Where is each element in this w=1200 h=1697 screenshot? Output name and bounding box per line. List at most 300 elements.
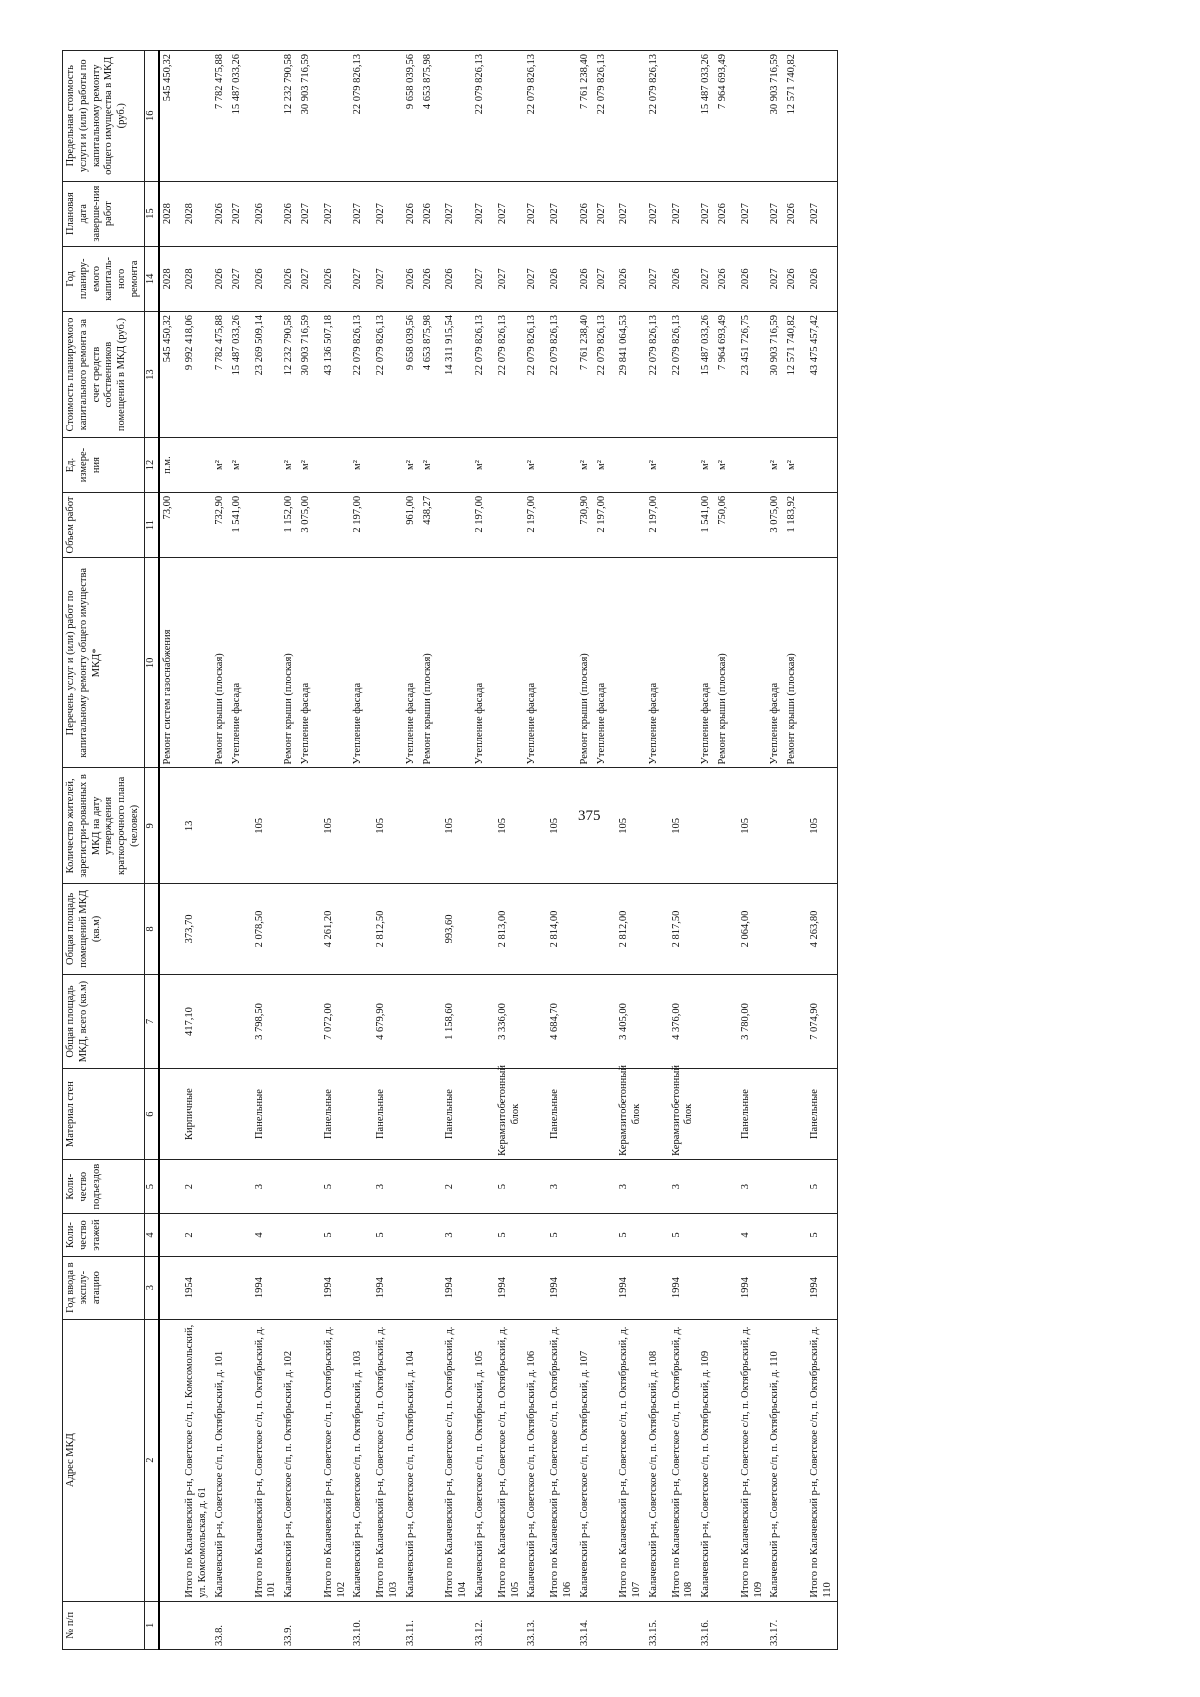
header-cell: № п/п [63,1601,145,1649]
cell-unit [663,438,699,493]
table-row [524,51,541,1650]
cell-floors: 5 [801,1214,837,1256]
cell-work-type: Утепление фасада [698,558,715,768]
cell-row-number [784,1601,801,1649]
cell-completion-date: 2027 [646,181,663,246]
cell-completion-date: 2027 [229,181,246,246]
cell-completion-date: 2027 [350,181,367,246]
cell-work-volume: 2 197,00 [524,492,541,557]
cell-entrances: 3 [663,1159,699,1214]
cell-floors: 5 [663,1214,699,1256]
cell-repair-year: 2028 [176,246,212,311]
cell-floors: 5 [315,1214,351,1256]
cell-repair-year: 2026 [732,246,768,311]
cell-work-type [663,558,699,768]
cell-premises-area [524,884,541,974]
cell-repair-year: 2027 [767,246,784,311]
cell-premises-area [298,884,315,974]
cell-wall-material [159,1069,177,1159]
cell-total-area [767,974,784,1069]
cell-residents [159,768,177,884]
table-row [489,51,525,1650]
cell-row-number: 33.8. [212,1601,229,1649]
cell-unit [801,438,837,493]
cell-work-volume: 2 197,00 [472,492,489,557]
cell-premises-area [281,884,298,974]
cell-unit: м² [594,438,611,493]
cell-entrances: 5 [801,1159,837,1214]
cell-cost: 22 079 826,13 [367,311,403,437]
table-row [715,51,732,1650]
cell-total-area [715,974,732,1069]
cell-floors [281,1214,298,1256]
cell-total-area: 4 376,00 [663,974,699,1069]
cell-residents: 105 [801,768,837,884]
cell-completion-date: 2027 [298,181,315,246]
cell-total-area [646,974,663,1069]
cell-work-type: Утепление фасада [350,558,367,768]
cell-total-area [784,974,801,1069]
cell-cost: 22 079 826,13 [472,311,489,437]
cell-row-number [229,1601,246,1649]
table-row [298,51,315,1650]
cell-row-number [594,1601,611,1649]
cell-premises-area [577,884,594,974]
cell-unit: м² [281,438,298,493]
cell-work-volume: 732,90 [212,492,229,557]
cell-max-cost: 30 903 716,59 [298,51,315,182]
cell-total-area [594,974,611,1069]
cell-year-built: 1994 [663,1256,699,1319]
cell-entrances: 2 [176,1159,212,1214]
cell-completion-date: 2027 [594,181,611,246]
cell-row-number [176,1601,212,1649]
cell-year-built: 1994 [732,1256,768,1319]
cell-wall-material: Панельные [246,1069,282,1159]
cell-max-cost [801,51,837,182]
capital-repair-table [62,50,838,1650]
cell-cost: 15 487 033,26 [698,311,715,437]
cell-work-volume [610,492,646,557]
cell-row-number [420,1601,437,1649]
cell-floors [472,1214,489,1256]
cell-year-built [577,1256,594,1319]
cell-completion-date: 2026 [577,181,594,246]
cell-residents: 13 [176,768,212,884]
cell-cost: 7 964 693,49 [715,311,732,437]
cell-wall-material [420,1069,437,1159]
cell-premises-area [212,884,229,974]
cell-total-area [472,974,489,1069]
cell-cost: 7 782 475,88 [212,311,229,437]
table-row [594,51,611,1650]
cell-cost: 12 571 740,82 [784,311,801,437]
cell-max-cost [489,51,525,182]
cell-row-number [246,1601,282,1649]
cell-address: Итого по Калачевский р-н, Советское с/п, п. Октябрьский, д. 102 [315,1319,351,1601]
cell-floors: 2 [176,1214,212,1256]
cell-work-volume: 73,00 [159,492,177,557]
cell-work-type: Утепление фасада [594,558,611,768]
cell-work-type [541,558,577,768]
header-cell: Год ввода в эксплу-атацию [63,1256,145,1319]
cell-unit: м² [784,438,801,493]
cell-unit [176,438,212,493]
table-row [159,51,177,1650]
cell-work-type: Ремонт крыши (плоская) [420,558,437,768]
table-row [212,51,229,1650]
cell-repair-year: 2027 [367,246,403,311]
cell-wall-material [594,1069,611,1159]
column-number: 7 [144,974,158,1069]
cell-premises-area [784,884,801,974]
cell-wall-material [577,1069,594,1159]
cell-wall-material [472,1069,489,1159]
cell-address: Калачевский р-н, Советское с/п, п. Октябрьский, д. 103 [350,1319,367,1601]
cell-work-volume: 961,00 [403,492,420,557]
cell-work-volume [663,492,699,557]
cell-floors [646,1214,663,1256]
cell-floors [403,1214,420,1256]
column-number-row [144,51,158,1650]
cell-work-volume [436,492,472,557]
cell-year-built [229,1256,246,1319]
cell-total-area [403,974,420,1069]
cell-max-cost [436,51,472,182]
cell-year-built: 1994 [436,1256,472,1319]
cell-year-built [298,1256,315,1319]
column-number: 4 [144,1214,158,1256]
cell-repair-year: 2026 [784,246,801,311]
cell-work-volume [176,492,212,557]
cell-address: Калачевский р-н, Советское с/п, п. Октябрьский, д. 106 [524,1319,541,1601]
cell-unit [732,438,768,493]
cell-address: Итого по Калачевский р-н, Советское с/п, п. Комсомольский, ул. Комсомольская, д. 61 [176,1319,212,1601]
cell-max-cost [732,51,768,182]
cell-residents [403,768,420,884]
header-cell: Предельная стоимость услуги и (или) работы по капитальному ремонту общего имущества в МКД (руб.) [63,51,145,182]
cell-wall-material: Керамзитобетонный блок [610,1069,646,1159]
cell-completion-date: 2027 [524,181,541,246]
cell-work-volume [246,492,282,557]
cell-unit: м² [350,438,367,493]
cell-row-number: 33.13. [524,1601,541,1649]
table-row [541,51,577,1650]
table-row [577,51,594,1650]
cell-work-volume: 3 075,00 [767,492,784,557]
column-number: 1 [144,1601,158,1649]
column-number: 6 [144,1069,158,1159]
cell-premises-area [715,884,732,974]
header-cell: Общая площадь помещений МКД (кв.м) [63,884,145,974]
cell-work-volume [315,492,351,557]
cell-floors [420,1214,437,1256]
cell-wall-material [229,1069,246,1159]
cell-total-area [524,974,541,1069]
cell-work-volume: 1 152,00 [281,492,298,557]
cell-row-number [315,1601,351,1649]
cell-cost: 22 079 826,13 [594,311,611,437]
cell-completion-date: 2028 [176,181,212,246]
cell-work-volume [732,492,768,557]
cell-work-volume: 2 197,00 [350,492,367,557]
cell-wall-material [784,1069,801,1159]
cell-address [594,1319,611,1601]
cell-premises-area [420,884,437,974]
cell-address: Калачевский р-н, Советское с/п, п. Октябрьский, д. 108 [646,1319,663,1601]
cell-entrances [403,1159,420,1214]
cell-floors [298,1214,315,1256]
cell-row-number: 33.14. [577,1601,594,1649]
cell-year-built: 1994 [367,1256,403,1319]
cell-repair-year: 2026 [246,246,282,311]
cell-max-cost: 4 653 875,98 [420,51,437,182]
cell-year-built: 1994 [315,1256,351,1319]
cell-unit: м² [420,438,437,493]
cell-premises-area: 4 261,20 [315,884,351,974]
cell-completion-date: 2027 [436,181,472,246]
table-row [281,51,298,1650]
cell-repair-year: 2027 [472,246,489,311]
table-row [646,51,663,1650]
header-cell: Коли-чество этажей [63,1214,145,1256]
table-row [610,51,646,1650]
cell-max-cost: 7 782 475,88 [212,51,229,182]
cell-premises-area [767,884,784,974]
cell-completion-date: 2027 [801,181,837,246]
cell-unit: м² [229,438,246,493]
header-cell: Год планиру-емого капиталь-ного ремонта [63,246,145,311]
cell-year-built: 1994 [801,1256,837,1319]
cell-address: Итого по Калачевский р-н, Советское с/п, п. Октябрьский, д. 105 [489,1319,525,1601]
cell-unit: м² [715,438,732,493]
cell-repair-year: 2028 [159,246,177,311]
header-cell: Коли-чество подъездов [63,1159,145,1214]
cell-year-built [281,1256,298,1319]
cell-max-cost: 7 761 238,40 [577,51,594,182]
cell-repair-year: 2027 [524,246,541,311]
cell-residents [420,768,437,884]
cell-floors [212,1214,229,1256]
cell-residents [350,768,367,884]
cell-cost: 545 450,32 [159,311,177,437]
cell-total-area: 417,10 [176,974,212,1069]
cell-total-area: 4 679,90 [367,974,403,1069]
cell-address: Калачевский р-н, Советское с/п, п. Октябрьский, д. 110 [767,1319,784,1601]
cell-completion-date: 2028 [159,181,177,246]
cell-max-cost: 15 487 033,26 [698,51,715,182]
cell-work-type: Ремонт систем газоснабжения [159,558,177,768]
cell-repair-year: 2026 [577,246,594,311]
cell-unit: м² [403,438,420,493]
cell-work-volume: 1 541,00 [229,492,246,557]
cell-unit: м² [577,438,594,493]
cell-work-type [246,558,282,768]
cell-floors: 4 [246,1214,282,1256]
cell-year-built [715,1256,732,1319]
cell-work-type: Утепление фасада [646,558,663,768]
cell-repair-year: 2027 [229,246,246,311]
cell-completion-date: 2027 [367,181,403,246]
cell-entrances [229,1159,246,1214]
cell-wall-material [698,1069,715,1159]
table-row [315,51,351,1650]
cell-cost: 30 903 716,59 [298,311,315,437]
cell-premises-area [350,884,367,974]
cell-work-type [367,558,403,768]
cell-year-built: 1994 [489,1256,525,1319]
cell-repair-year: 2026 [541,246,577,311]
cell-repair-year: 2026 [212,246,229,311]
cell-address [159,1319,177,1601]
page-number: 375 [578,808,601,824]
cell-entrances [715,1159,732,1214]
cell-work-volume: 1 541,00 [698,492,715,557]
table-row [801,51,837,1650]
cell-completion-date: 2026 [420,181,437,246]
cell-residents [577,768,594,884]
header-cell: Стоимость планируемого капитального ремонта за счет средств собственников помещений в МКД (руб.) [63,311,145,437]
cell-repair-year: 2027 [698,246,715,311]
cell-residents [212,768,229,884]
cell-unit: м² [646,438,663,493]
cell-total-area: 4 684,70 [541,974,577,1069]
cell-residents: 105 [246,768,282,884]
cell-floors: 3 [436,1214,472,1256]
column-number: 5 [144,1159,158,1214]
cell-entrances [594,1159,611,1214]
cell-year-built [212,1256,229,1319]
cell-entrances [524,1159,541,1214]
cell-floors [594,1214,611,1256]
cell-entrances [281,1159,298,1214]
cell-unit: м² [298,438,315,493]
cell-repair-year: 2026 [281,246,298,311]
cell-completion-date: 2027 [541,181,577,246]
cell-max-cost [315,51,351,182]
cell-residents [594,768,611,884]
cell-floors [524,1214,541,1256]
cell-max-cost [663,51,699,182]
cell-entrances [472,1159,489,1214]
header-cell: Перечень услуг и (или) работ по капитальному ремонту общего имущества МКД* [63,558,145,768]
cell-row-number: 33.10. [350,1601,367,1649]
cell-work-type: Утепление фасада [524,558,541,768]
cell-row-number [801,1601,837,1649]
cell-wall-material [524,1069,541,1159]
cell-work-volume [541,492,577,557]
cell-year-built [646,1256,663,1319]
table-row [229,51,246,1650]
cell-completion-date: 2026 [246,181,282,246]
cell-residents [229,768,246,884]
cell-floors: 5 [489,1214,525,1256]
cell-address [420,1319,437,1601]
cell-repair-year: 2026 [801,246,837,311]
cell-premises-area [472,884,489,974]
cell-work-volume: 1 183,92 [784,492,801,557]
cell-premises-area [403,884,420,974]
cell-total-area [698,974,715,1069]
cell-floors: 5 [541,1214,577,1256]
cell-cost: 22 079 826,13 [663,311,699,437]
cell-premises-area: 2 817,50 [663,884,699,974]
cell-cost: 22 079 826,13 [489,311,525,437]
cell-floors [784,1214,801,1256]
column-number: 12 [144,438,158,493]
cell-wall-material: Панельные [367,1069,403,1159]
cell-year-built [403,1256,420,1319]
cell-wall-material: Панельные [315,1069,351,1159]
table-row [246,51,282,1650]
table-row [176,51,212,1650]
cell-address: Итого по Калачевский р-н, Советское с/п, п. Октябрьский, д. 110 [801,1319,837,1601]
cell-work-volume [489,492,525,557]
cell-total-area [577,974,594,1069]
cell-residents: 105 [541,768,577,884]
cell-wall-material: Панельные [541,1069,577,1159]
cell-work-type: Ремонт крыши (плоская) [577,558,594,768]
cell-work-type: Утепление фасада [472,558,489,768]
cell-cost: 23 269 509,14 [246,311,282,437]
cell-year-built [698,1256,715,1319]
cell-row-number [298,1601,315,1649]
cell-residents: 105 [732,768,768,884]
cell-completion-date: 2027 [663,181,699,246]
cell-row-number [367,1601,403,1649]
cell-work-type: Утепление фасада [229,558,246,768]
cell-repair-year: 2026 [420,246,437,311]
cell-max-cost [610,51,646,182]
cell-address [298,1319,315,1601]
cell-premises-area: 2 814,00 [541,884,577,974]
cell-repair-year: 2027 [489,246,525,311]
cell-repair-year: 2026 [436,246,472,311]
cell-floors [350,1214,367,1256]
cell-total-area: 7 072,00 [315,974,351,1069]
cell-floors: 5 [610,1214,646,1256]
cell-year-built [767,1256,784,1319]
cell-wall-material [767,1069,784,1159]
cell-max-cost [367,51,403,182]
cell-premises-area [594,884,611,974]
column-number: 3 [144,1256,158,1319]
cell-cost: 7 761 238,40 [577,311,594,437]
cell-year-built [472,1256,489,1319]
cell-row-number [663,1601,699,1649]
cell-entrances [767,1159,784,1214]
cell-row-number [489,1601,525,1649]
cell-repair-year: 2027 [350,246,367,311]
cell-work-type: Утепление фасада [403,558,420,768]
cell-address: Калачевский р-н, Советское с/п, п. Октябрьский, д. 107 [577,1319,594,1601]
cell-work-volume: 2 197,00 [594,492,611,557]
cell-total-area [350,974,367,1069]
cell-completion-date: 2026 [715,181,732,246]
cell-work-type [176,558,212,768]
cell-unit [541,438,577,493]
cell-row-number [541,1601,577,1649]
table-row [784,51,801,1650]
cell-work-type [489,558,525,768]
cell-cost: 43 475 457,42 [801,311,837,437]
column-number: 8 [144,884,158,974]
cell-address [715,1319,732,1601]
cell-cost: 9 992 418,06 [176,311,212,437]
cell-premises-area: 4 263,80 [801,884,837,974]
cell-floors: 5 [367,1214,403,1256]
cell-year-built: 1994 [610,1256,646,1319]
